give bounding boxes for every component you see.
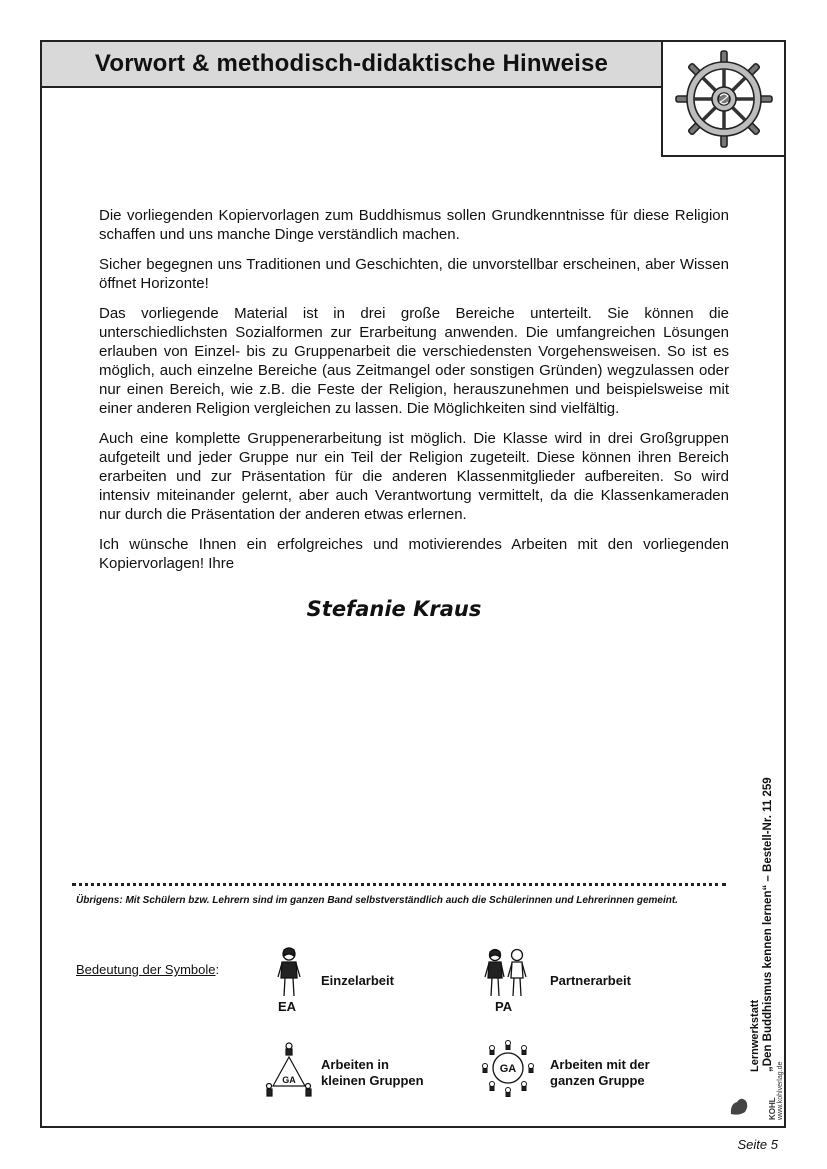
paragraph: Sicher begegnen uns Traditionen und Geschichten, die unvorstellbar erscheinen, aber Wissen öffnet Horizonte! [99,256,729,292]
symbol-label-ga-small-line1: Arbeiten in [321,1057,389,1072]
foreword-text [99,206,729,584]
symbol-label-ga-whole [550,1057,650,1089]
publisher-url: www.kohlverlag.de [777,1061,784,1120]
page-title: Vorwort & methodisch-didaktische Hinweise [94,50,609,77]
sidebar-order-info [727,752,787,1072]
small-group-triangle-icon [264,1042,314,1098]
symbol-code-ga-small: GA [282,1075,296,1085]
legend-title-text: Bedeutung der Symbole [76,962,216,977]
page-number: Seite 5 [737,1137,778,1152]
paragraph: Das vorliegende Material ist in drei große Bereiche unterteilt. Sie können die unterschiedlichsten Sozialformen zur Erarbeitung anwenden. Die umfangreichen Lösungen erlauben von Einzel- bis zu Gruppenarbeit die verschiedensten Vorgehensweisen. So ist es möglich, auch einzelne Bereiche (aus Zeitmangel oder sonstigen Gründen) wegzulassen oder nur einen Bereich, wie z.B. die Feste der Religion, herauszunehmen und beispielsweise mit einer anderen Religion vergleichen zu lassen. Die Möglichkeiten sind vielfältig. [99,305,729,417]
symbol-label-pa: Partnerarbeit [550,973,631,988]
title-bar [40,40,663,88]
symbol-label-ga-small [321,1057,424,1089]
dharma-wheel-icon [674,49,774,149]
symbol-code-pa: PA [495,999,513,1014]
symbol-label-ea: Einzelarbeit [321,973,394,988]
publisher-logo [745,1050,785,1120]
single-person-icon [276,946,302,998]
paragraph: Die vorliegenden Kopiervorlagen zum Buddhismus sollen Grundkenntnisse für diese Religion schaffen und uns manche Dinge verständlich machen. [99,207,729,243]
symbol-code-ea: EA [278,999,297,1014]
symbol-label-ga-whole-line1: Arbeiten mit der [550,1057,650,1072]
paragraph: Auch eine komplette Gruppenerarbeitung ist möglich. Die Klasse wird in drei Großgruppen aufgeteilt und jeder Gruppe nur ein Teil der Religion zugeteilt. Diese können ihren Bereich erarbeiten und zur Präsentation für die anderen Klassenmitglieder aufbereiten. So wird intensiv miteinander gelernt, aber auch Verantwortung vermittelt, da die Klassenkameraden nur durch die Präsentation der anderen etwas erlernen. [99,430,729,523]
emblem-box [661,40,786,157]
publisher-mascot-icon [728,1094,750,1116]
paragraph: Ich wünsche Ihnen ein erfolgreiches und motivierendes Arbeiten mit den vorliegenden Kopiervorlagen! Ihre [99,536,729,572]
sidebar-line-1: Lernwerkstatt [749,999,761,1072]
whole-group-circle-icon [480,1039,536,1097]
signature: Stefanie Kraus [306,597,482,621]
symbol-label-ga-whole-line2: ganzen Gruppe [550,1073,645,1088]
symbol-label-ga-small-line2: kleinen Gruppen [321,1073,424,1088]
two-persons-icon [484,948,530,998]
sidebar-line-2: „Den Buddhismus kennen lernen“ – Bestell-Nr. 11 259 [762,777,774,1072]
symbol-code-ga-whole: GA [499,1063,517,1075]
divider [72,883,726,886]
legend-title: Bedeutung der Symbole: [76,962,220,977]
gender-note: Übrigens: Mit Schülern bzw. Lehrern sind im ganzen Band selbstverständlich auch die Schülerinnen und Lehrerinnen gemeint. [76,895,678,906]
publisher-logo-text: KOHL [768,1097,777,1120]
